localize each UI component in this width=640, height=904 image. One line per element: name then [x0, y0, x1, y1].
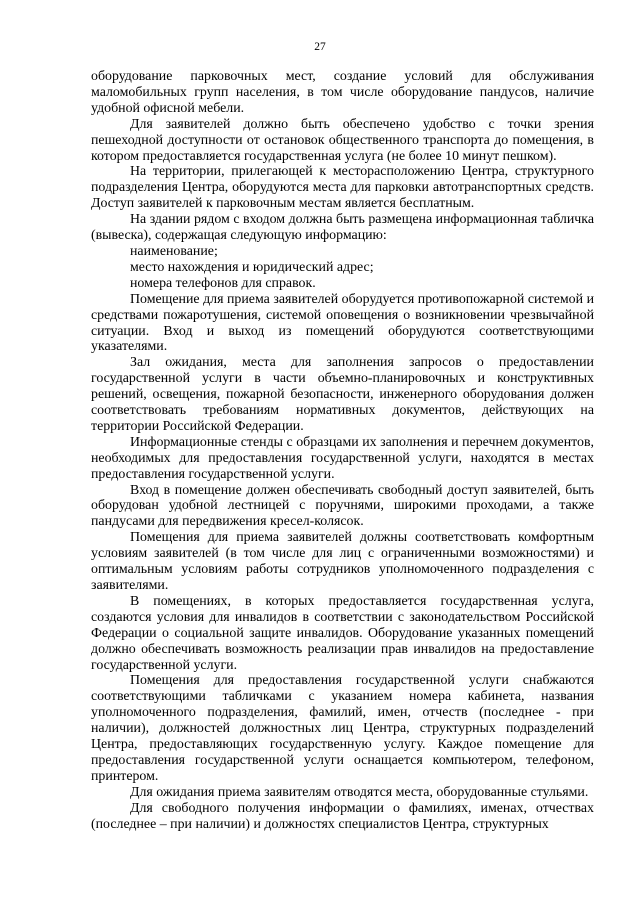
- list-item-name: наименование;: [130, 243, 218, 259]
- paragraph-disabled-access: В помещениях, в которых предоставляется государственная услуга, создаются условия для инвалидов в соответствии с законодательством Российской Федерации о социальной защите инвалидов. Оборудование указанных помещений должно обеспечивать возможность реализации прав инвалидов на предоставление государственной услуги.: [91, 593, 594, 673]
- paragraph-fire-safety: Помещение для приема заявителей оборудуется противопожарной системой и средствами пожаротушения, системой оповещения о возникновении чрезвычайной ситуации. Вход и выход из помещений оборудуются соответствующими указателями.: [91, 291, 594, 355]
- list-item-phones: номера телефонов для справок.: [130, 275, 316, 291]
- paragraph-info-stands: Информационные стенды с образцами их заполнения и перечнем документов, необходимых для предоставления государственной услуги, находятся в местах предоставления государственной услуги.: [91, 434, 594, 482]
- paragraph-waiting-seats: Для ожидания приема заявителям отводятся места, оборудованные стульями.: [130, 784, 589, 800]
- list-item-address: место нахождения и юридический адрес;: [130, 259, 374, 275]
- paragraph-room-signs: Помещения для предоставления государственной услуги снабжаются соответствующими табличками с указанием номера кабинета, названия уполномоченного подразделения, фамилий, имен, отчеств (последнее - при наличии), должностей должностных лиц Центра, структурных подразделений Центра, предоставляющих государственную услугу. Каждое помещение для предоставления государственной услуги оснащается компьютером, телефоном, принтером.: [91, 673, 594, 784]
- paragraph-parking: На территории, прилегающей к месторасположению Центра, структурного подразделения Центра, оборудуются места для парковки автотранспортных средств. Доступ заявителей к парковочным местам является бесплатным.: [91, 164, 594, 212]
- paragraph-continuation: оборудование парковочных мест, создание условий для обслуживания маломобильных групп населения, в том числе оборудование пандусов, наличие удобной офисной мебели.: [91, 69, 594, 116]
- body-text: [91, 69, 594, 833]
- paragraph-waiting-hall: Зал ожидания, места для заполнения запросов о предоставлении государственной услуги в части объемно-планировочных и конструктивных решений, освещения, пожарной безопасности, инженерного оборудования должен соответствовать требованиям нормативных документов, действующих на территории Российской Федерации.: [91, 355, 594, 434]
- paragraph-signboard: На здании рядом с входом должна быть размещена информационная табличка (вывеска), содержащая следующую информацию:: [91, 212, 594, 244]
- paragraph-pedestrian-access: Для заявителей должно быть обеспечено удобство с точки зрения пешеходной доступности от остановок общественного транспорта до помещения, в котором предоставляется государственная услуга (не более 10 минут пешком).: [91, 116, 594, 164]
- paragraph-comfort: Помещения для приема заявителей должны соответствовать комфортным условиям заявителей (в том числе для лиц с ограниченными возможностями) и оптимальным условиям работы сотрудников уполномоченного подразделения с заявителями.: [91, 530, 594, 593]
- page-number: 27: [314, 41, 326, 53]
- paragraph-entrance: Вход в помещение должен обеспечивать свободный доступ заявителей, быть оборудован удобной лестницей с поручнями, широкими проходами, а также пандусами для передвижения кресел-колясок.: [91, 482, 594, 530]
- paragraph-staff-info: Для свободного получения информации о фамилиях, именах, отчествах (последнее – при наличии) и должностях специалистов Центра, структурных: [91, 800, 594, 832]
